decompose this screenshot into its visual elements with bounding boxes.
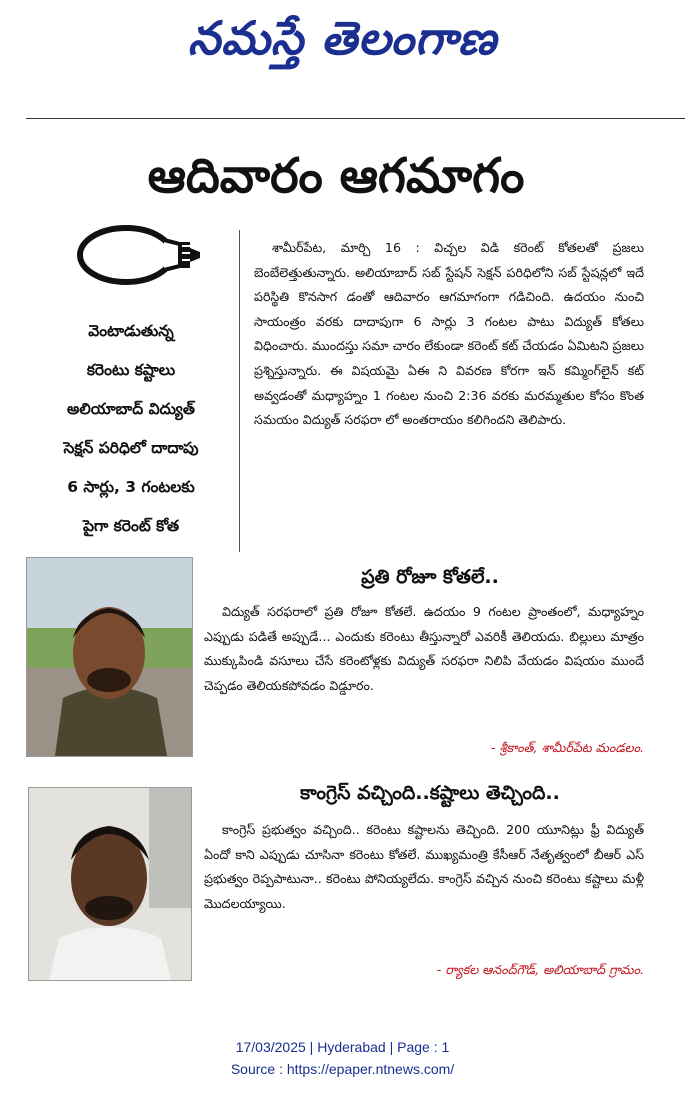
kicker-box <box>26 312 236 546</box>
lead-article-body: శామీర్‌పేట, మార్చి 16 : విచ్చల విడి కరెంట్ కోతలతో ప్రజలు బెంబేలెత్తుతున్నారు. అలియాబాద్ సబ్ స్టేషన్ సెక్షన్ పరిధిలోని సబ్ స్టేషన్లలో ఇదే పరిస్థితి కొనసాగ డంతో ఆదివారం ఆగమాగంగా గడిచింది. ఉదయం నుంచి సాయంత్రం వరకు దాదాపుగా 6 సార్లు 3 గంటల పాటు విద్యుత్ కోతలు విధించారు. ముందస్తు సమా చారం లేకుండా కరెంట్ కట్ చేయడం ఏమిటని ప్రజలు ప్రశ్నిస్తున్నారు. ఈ విషయమై ఏఈ ని వివరణ కోరగా ఇన్ కమ్మింగ్‌లైన్ కట్ అవ్వడంతో మధ్యాహ్నం 1 గంటల నుంచి 2:36 వరకు మరమ్మతుల కోసం కొంత సమయం విద్యుత్ సరఫరా లో అంతరాయం కలిగిందని తెలిపారు. <box>254 240 644 428</box>
section-heading: ప్రతి రోజూ కోతలే.. <box>361 566 499 588</box>
divider <box>26 118 685 119</box>
kicker-line: వెంటాడుతున్న <box>88 322 174 340</box>
kicker-line: సెక్షన్ పరిధిలో దాదాపు <box>63 439 199 457</box>
section-heading: కాంగ్రెస్ వచ్చింది..కష్టాలు తెచ్చింది.. <box>300 782 560 804</box>
page-footer <box>0 1036 685 1080</box>
footer-source-line: Source : https://epaper.ntnews.com/ <box>230 1061 455 1077</box>
person-photo-anand-goud <box>28 787 192 981</box>
kicker-line: కరెంటు కష్టాలు <box>86 361 176 379</box>
column-divider <box>239 230 240 552</box>
section-byline: - ర్యాకల ఆనంద్‌గౌడ్, అలియాబాద్ గ్రామం. <box>436 962 644 977</box>
light-bulb-icon <box>72 222 212 288</box>
kicker-line: అలియాబాద్ విద్యుత్ <box>67 400 195 418</box>
section-body: విద్యుత్ సరఫరాలో ప్రతి రోజూ కోతలే. ఉదయం 9 గంటల ప్రాంతంలో, మధ్యాహ్నం ఎప్పుడు పడితే అప్పుడే... ఎందుకు కరెంటు తీస్తున్నారో ఎవరికీ తెలియదు. బిల్లులు మాత్రం ముక్కుపిండి వసూలు చేసే కరెంటోళ్లకు విద్యుత్ సరఫరా నిలిపి వేయడం విషయం ముందే చెప్పడం తెలియకపోవడం విడ్డూరం. <box>204 604 644 693</box>
masthead-logo: నమస్తే తెలంగాణ <box>187 11 498 65</box>
kicker-line: 6 సార్లు, 3 గంటలకు <box>67 478 195 496</box>
kicker-line: పైగా కరెంట్ కోత <box>82 517 180 535</box>
page-headline: ఆదివారం ఆగమాగం <box>147 148 525 204</box>
section-body: కాంగ్రెస్ ప్రభుత్వం వచ్చింది.. కరెంటు కష్టాలను తెచ్చింది. 200 యూనిట్లు ఫ్రీ విద్యుత్ ఏందో కాని ఎప్పుడు చూసినా కరెంటు కోతలే. ముఖ్యమంత్రి కేసీఆర్ నేతృత్వంలో బీఆర్ ఎస్ ప్రభుత్వం రెప్పపాటునా.. కరెంటు పోనియ్యలేదు. కాంగ్రెస్ వచ్చిన నుంచి కరెంటు కష్టాలు మళ్లీ మొదలయ్యాయి. <box>204 822 644 911</box>
footer-date-line: 17/03/2025 | Hyderabad | Page : 1 <box>235 1039 450 1055</box>
section-byline: - శ్రీకాంత్, శామీర్‌పేట మండలం. <box>491 740 644 755</box>
person-photo-srikanth <box>26 557 193 757</box>
